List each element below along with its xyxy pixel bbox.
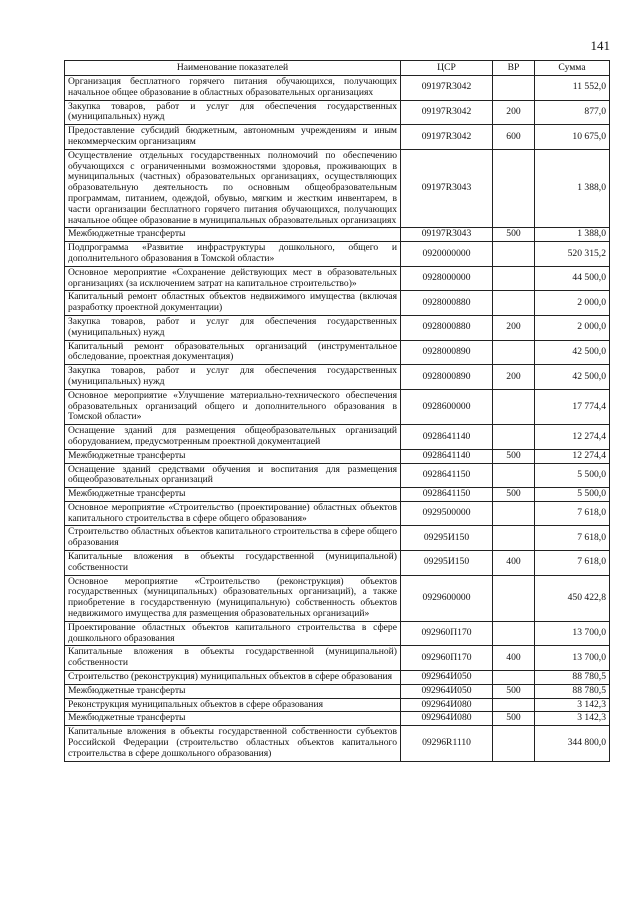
row-name-cell: Межбюджетные трансферты — [65, 684, 401, 698]
row-sum-cell: 12 274,4 — [535, 449, 610, 463]
table-row — [65, 671, 610, 685]
row-sum-cell: 12 274,4 — [535, 425, 610, 450]
row-vr-cell — [493, 726, 535, 761]
row-name-cell: Основное мероприятие «Улучшение материально-технического обеспечения образовательных организаций общего и дополнительного образования в Томской области» — [65, 389, 401, 424]
row-sum-cell: 13 700,0 — [535, 646, 610, 671]
row-name-cell: Строительство областных объектов капитального строительства в сфере общего образования — [65, 526, 401, 551]
table-row — [65, 389, 610, 424]
row-sum-cell: 44 500,0 — [535, 266, 610, 291]
row-name-cell: Оснащение зданий средствами обучения и воспитания для размещения общеобразовательных организаций — [65, 463, 401, 488]
header-vr: ВР — [493, 61, 535, 76]
budget-table — [64, 60, 610, 762]
table-row — [65, 100, 610, 125]
row-csr-cell: 092964И080 — [401, 698, 493, 712]
row-vr-cell — [493, 291, 535, 316]
table-row — [65, 365, 610, 390]
row-sum-cell: 7 618,0 — [535, 501, 610, 526]
row-vr-cell — [493, 463, 535, 488]
row-sum-cell: 10 675,0 — [535, 125, 610, 150]
row-name-cell: Оснащение зданий для размещения общеобразовательных организаций оборудованием, предусмотренным проектной документацией — [65, 425, 401, 450]
row-vr-cell: 200 — [493, 315, 535, 340]
row-sum-cell: 1 388,0 — [535, 149, 610, 228]
header-name: Наименование показателей — [65, 61, 401, 76]
row-vr-cell: 200 — [493, 365, 535, 390]
table-row — [65, 76, 610, 101]
row-sum-cell: 13 700,0 — [535, 621, 610, 646]
row-csr-cell: 0928000890 — [401, 365, 493, 390]
row-sum-cell: 1 388,0 — [535, 228, 610, 242]
row-csr-cell: 0929600000 — [401, 575, 493, 621]
row-sum-cell: 42 500,0 — [535, 340, 610, 365]
row-vr-cell — [493, 76, 535, 101]
header-csr: ЦСР — [401, 61, 493, 76]
table-row — [65, 575, 610, 621]
table-row — [65, 698, 610, 712]
row-vr-cell: 500 — [493, 488, 535, 502]
row-sum-cell: 3 142,3 — [535, 712, 610, 726]
row-name-cell: Осуществление отдельных государственных полномочий по обеспечению обучающихся с ограниченными возможностями здоровья, проживающих в муниципальных (частных) образовательных организациях, осуществляющих образовательную деятельность по основным общеобразовательным программам, питанием, одеждой, обувью, мягким и жестким инвентарем, в части организации бесплатного горячего питания обучающихся, получающих начальное общее образование в муниципальных образовательных организациях — [65, 149, 401, 228]
row-sum-cell: 42 500,0 — [535, 365, 610, 390]
table-row — [65, 149, 610, 228]
row-name-cell: Закупка товаров, работ и услуг для обеспечения государственных (муниципальных) нужд — [65, 100, 401, 125]
table-body — [65, 76, 610, 762]
row-sum-cell: 7 618,0 — [535, 551, 610, 576]
row-sum-cell: 520 315,2 — [535, 242, 610, 267]
table-row — [65, 449, 610, 463]
row-vr-cell — [493, 575, 535, 621]
row-sum-cell: 88 780,5 — [535, 684, 610, 698]
row-name-cell: Строительство (реконструкция) муниципальных объектов в сфере образования — [65, 671, 401, 685]
table-row — [65, 463, 610, 488]
row-vr-cell — [493, 149, 535, 228]
row-csr-cell: 0928000890 — [401, 340, 493, 365]
table-row — [65, 526, 610, 551]
row-name-cell: Межбюджетные трансферты — [65, 228, 401, 242]
row-sum-cell: 17 774,4 — [535, 389, 610, 424]
table-row — [65, 621, 610, 646]
row-csr-cell: 09197R3043 — [401, 149, 493, 228]
row-vr-cell — [493, 621, 535, 646]
row-name-cell: Капитальный ремонт образовательных организаций (инструментальное обследование, проектная документация) — [65, 340, 401, 365]
page-number: 141 — [590, 38, 610, 53]
row-sum-cell: 5 500,0 — [535, 488, 610, 502]
row-csr-cell: 09197R3043 — [401, 228, 493, 242]
row-vr-cell — [493, 671, 535, 685]
row-csr-cell: 092964И050 — [401, 684, 493, 698]
row-csr-cell: 0928000000 — [401, 266, 493, 291]
row-vr-cell: 500 — [493, 712, 535, 726]
row-csr-cell: 0928000880 — [401, 315, 493, 340]
header-sum: Сумма — [535, 61, 610, 76]
row-vr-cell — [493, 266, 535, 291]
table-row — [65, 425, 610, 450]
row-csr-cell: 092964И080 — [401, 712, 493, 726]
row-csr-cell: 0929500000 — [401, 501, 493, 526]
table-row — [65, 340, 610, 365]
row-sum-cell: 344 800,0 — [535, 726, 610, 761]
row-csr-cell: 09197R3042 — [401, 100, 493, 125]
table-header-row — [65, 61, 610, 76]
row-name-cell: Реконструкция муниципальных объектов в сфере образования — [65, 698, 401, 712]
row-name-cell: Закупка товаров, работ и услуг для обеспечения государственных (муниципальных) нужд — [65, 365, 401, 390]
row-vr-cell — [493, 340, 535, 365]
row-csr-cell: 09197R3042 — [401, 125, 493, 150]
row-vr-cell: 400 — [493, 646, 535, 671]
table-row — [65, 684, 610, 698]
row-csr-cell: 092964И050 — [401, 671, 493, 685]
row-name-cell: Подпрограмма «Развитие инфраструктуры дошкольного, общего и дополнительного образования в Томской области» — [65, 242, 401, 267]
row-vr-cell: 500 — [493, 228, 535, 242]
table-row — [65, 646, 610, 671]
row-vr-cell: 400 — [493, 551, 535, 576]
row-vr-cell: 500 — [493, 449, 535, 463]
row-sum-cell: 5 500,0 — [535, 463, 610, 488]
table-row — [65, 712, 610, 726]
row-csr-cell: 092960П170 — [401, 621, 493, 646]
row-csr-cell: 09295И150 — [401, 526, 493, 551]
row-csr-cell: 0928641140 — [401, 449, 493, 463]
row-name-cell: Основное мероприятие «Строительство (реконструкция) объектов государственных (муниципальных) образовательных организаций), а также приобретение в государственную (муниципальную) собственность объектов недвижимого имущества для размещения образовательных организаций» — [65, 575, 401, 621]
row-csr-cell: 0928600000 — [401, 389, 493, 424]
row-name-cell: Межбюджетные трансферты — [65, 449, 401, 463]
row-sum-cell: 450 422,8 — [535, 575, 610, 621]
table-row — [65, 242, 610, 267]
row-vr-cell: 200 — [493, 100, 535, 125]
row-csr-cell: 092960П170 — [401, 646, 493, 671]
table-row — [65, 291, 610, 316]
row-name-cell: Предоставление субсидий бюджетным, автономным учреждениям и иным некоммерческим организациям — [65, 125, 401, 150]
table-row — [65, 488, 610, 502]
row-name-cell: Капитальные вложения в объекты государственной (муниципальной) собственности — [65, 551, 401, 576]
row-sum-cell: 88 780,5 — [535, 671, 610, 685]
row-name-cell: Капитальные вложения в объекты государственной (муниципальной) собственности — [65, 646, 401, 671]
row-vr-cell — [493, 526, 535, 551]
row-sum-cell: 7 618,0 — [535, 526, 610, 551]
row-name-cell: Межбюджетные трансферты — [65, 488, 401, 502]
row-csr-cell: 0928641140 — [401, 425, 493, 450]
row-csr-cell: 0928641150 — [401, 488, 493, 502]
row-csr-cell: 0928000880 — [401, 291, 493, 316]
row-csr-cell: 09295И150 — [401, 551, 493, 576]
row-sum-cell: 3 142,3 — [535, 698, 610, 712]
row-name-cell: Организация бесплатного горячего питания обучающихся, получающих начальное общее образование в областных образовательных организациях — [65, 76, 401, 101]
row-csr-cell: 0920000000 — [401, 242, 493, 267]
row-vr-cell — [493, 242, 535, 267]
row-vr-cell — [493, 698, 535, 712]
row-name-cell: Закупка товаров, работ и услуг для обеспечения государственных (муниципальных) нужд — [65, 315, 401, 340]
row-csr-cell: 09296R1110 — [401, 726, 493, 761]
row-name-cell: Капитальный ремонт областных объектов недвижимого имущества (включая разработку проектной документации) — [65, 291, 401, 316]
table-row — [65, 125, 610, 150]
row-sum-cell: 11 552,0 — [535, 76, 610, 101]
row-sum-cell: 2 000,0 — [535, 291, 610, 316]
row-vr-cell — [493, 425, 535, 450]
row-vr-cell: 500 — [493, 684, 535, 698]
table-row — [65, 315, 610, 340]
row-name-cell: Основное мероприятие «Строительство (проектирование) областных объектов капитального строительства в сфере общего образования» — [65, 501, 401, 526]
row-csr-cell: 09197R3042 — [401, 76, 493, 101]
row-name-cell: Межбюджетные трансферты — [65, 712, 401, 726]
table-row — [65, 551, 610, 576]
table-row — [65, 726, 610, 761]
row-vr-cell: 600 — [493, 125, 535, 150]
row-sum-cell: 2 000,0 — [535, 315, 610, 340]
row-vr-cell — [493, 389, 535, 424]
row-name-cell: Основное мероприятие «Сохранение действующих мест в образовательных организациях (за исключением затрат на капитальное строительство)» — [65, 266, 401, 291]
row-sum-cell: 877,0 — [535, 100, 610, 125]
row-name-cell: Проектирование областных объектов капитального строительства в сфере дошкольного образования — [65, 621, 401, 646]
table-row — [65, 228, 610, 242]
row-vr-cell — [493, 501, 535, 526]
row-csr-cell: 0928641150 — [401, 463, 493, 488]
table-row — [65, 266, 610, 291]
table-row — [65, 501, 610, 526]
row-name-cell: Капитальные вложения в объекты государственной собственности субъектов Российской Федерации (строительство областных объектов капитального строительства в сфере дошкольного образования) — [65, 726, 401, 761]
